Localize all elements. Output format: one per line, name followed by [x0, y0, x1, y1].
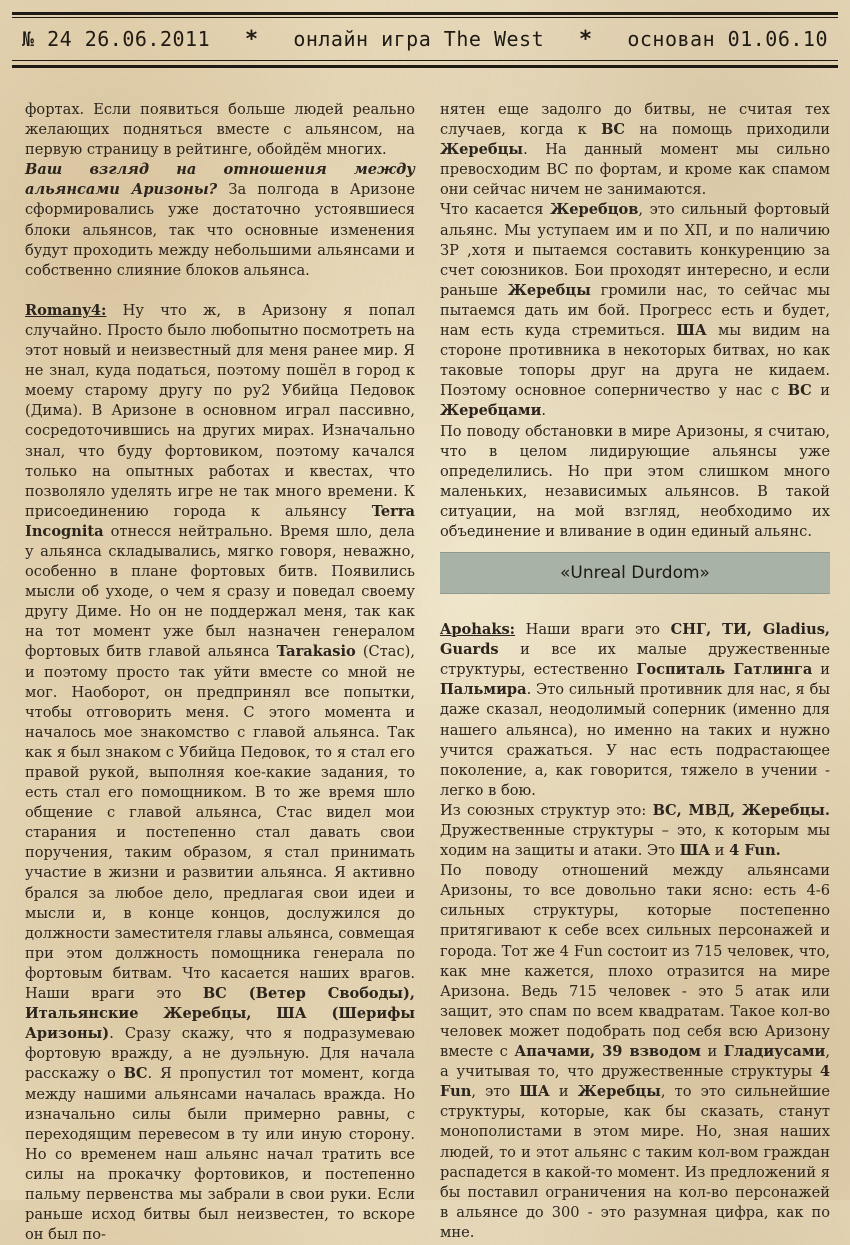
- alliance-name: ША: [676, 322, 707, 340]
- text: По поводу обстановки в мире Аризоны, я считаю, что в целом лидирующие альянсы уже определились. Но при этом слишком много маленьких, независимых альянсов. В такой ситуации, на мой взгляд, необходимо их объединение и вливание в один единый альянс.: [440, 422, 830, 540]
- enemy-alliances: ВС (Ветер Свободы), Итальянские Жеребцы, ША (Шерифы Аризоны): [25, 985, 415, 1043]
- alliance-name: Жеребцов: [550, 201, 639, 219]
- text: фортах. Если появиться больше людей реально желающих подняться вместе с альянсом, на первую страницу в рейтинге, обойдём многих.: [25, 101, 415, 159]
- text: По поводу отношений между альянсами Аризоны, то все довольно таки ясно: есть 4-6 сильных структуры, которые постепенно притягивают к себе всех сильных персонажей и города. Тот же 4 Fun состоит из 715 человек, что, как мне кажется, плохо отразится на мире Аризона. Ведь 715 человек - это 5 атак или защит, это спам по всем квадратам. Такое кол-во человек может подобрать под себя всю Аризону вместе с: [440, 862, 830, 1061]
- paragraph: [440, 100, 830, 200]
- alliance-name: Госпиталь Гатлинга: [636, 661, 813, 679]
- right-column: [440, 100, 830, 1245]
- alliance-name: Гладиусами: [723, 1043, 826, 1061]
- alliance-name: ВС: [601, 121, 626, 139]
- alliance-name: Жеребцы: [440, 141, 524, 159]
- masthead: [12, 12, 838, 68]
- text: громили нас, то сейчас мы пытаемся дать им бой. Прогресс есть и будет, нам есть куда стремиться.: [440, 281, 831, 340]
- text: и: [549, 1083, 578, 1101]
- alliance-name: Жеребцы: [577, 1083, 661, 1101]
- text: Что касается: [440, 201, 551, 219]
- left-column: [25, 100, 415, 1245]
- paragraph: [440, 801, 830, 861]
- text: и: [700, 1043, 724, 1061]
- spacer: [440, 594, 830, 620]
- newspaper-title: онлайн игра The West: [293, 27, 545, 51]
- spacer: [25, 281, 415, 301]
- text: .: [541, 402, 547, 420]
- text: , то это сильнейшие структуры, которые, как бы сказать, станут монополистами в этом мире. Но, зная наших людей, то и этот альянс с таким кол-вом граждан распадется в какой-то момент. Из предложений я бы поставил ограничения на кол-во персонажей в альянсе до 300 - это разумная цифра, как по мне.: [440, 1083, 830, 1241]
- text: (Стас), и поэтому просто так уйти вместе со мной не мог. Наоборот, он предпринял все попытки, чтобы отговорить меня. С этого момента и началось мое знакомство с главой альянса. Так как я был знаком с Убийца Педовок, то я стал его правой рукой, выполняя кое-какие задания, то есть стал его помощником. В то же время шло общение с главой альянса, Стас видел мои старания и постепенно стал давать свои поручения, таким образом, я стал принимать участие в жизни и развитии альянса. Я активно брался за любое дело, предлагая свои идеи и мысли и, в конце концов, дослужился до должности заместителя главы альянса, совмещая при этом должность помощника генерала по фортовым битвам. Что касается наших врагов. Наши враги это: [25, 643, 415, 1003]
- text: и: [811, 382, 830, 400]
- text: и все их малые дружественные структуры, естественно: [440, 641, 830, 679]
- text: Ну что ж, в Аризону я попал случайно. Просто было любопытно посмотреть на этот новый и неизвестный для меня ранее мир. Я не знал, куда податься, поэтому пошёл в город к моему старому другу по ру2 Убийца Педовок (Дима). В Аризоне в основном играл пассивно, сосредоточившись на других мирах. Изначально знал, что буду фортовиком, поэтому качался только на опытных работах и квестах, что позволяло уделять игре не так много времени. К присоединению города к альянсу: [25, 301, 415, 520]
- text: мы видим на стороне противника в некоторых битвах, но как таковые топоры друг на друга не кидаем. Поэтому основное соперничество у нас с: [440, 322, 830, 400]
- masthead-row: [12, 18, 838, 60]
- person-name: Tarakasio: [276, 643, 356, 661]
- alliance-name: Жеребцы: [507, 281, 591, 299]
- paragraph: [440, 861, 830, 1243]
- text: . На данный момент мы сильно превосходим ВС по фортам, и кроме как спамом они сейчас ничем не занимаются.: [440, 141, 830, 199]
- interview-answer: [440, 620, 830, 801]
- text: нятен еще задолго до битвы, не считая тех случаев, когда к: [440, 101, 830, 139]
- text: Наши враги это: [515, 621, 671, 639]
- alliance-name: 4 Fun: [440, 1063, 830, 1101]
- allied-alliances: ВС, МВД, Жеребцы.: [652, 801, 830, 819]
- masthead-bottom-thin-rule: [12, 60, 838, 61]
- text: , это сильный фортовый альянс. Мы уступаем им и по ХП, и по наличию ЗР ,хотя и пытаемся составить конкуренцию за счет союзников. Бои проходят интересно, и если раньше: [440, 201, 830, 299]
- text: . Сразу скажу, что я подразумеваю фортовую вражду, а не дуэльную. Для начала расскажу о: [25, 1025, 415, 1083]
- question-paragraph: [25, 160, 415, 281]
- alliance-name: Апачами, 39 взводом: [514, 1043, 701, 1061]
- paragraph: [25, 100, 415, 160]
- text: и: [812, 661, 830, 679]
- enemy-alliances: СНГ, ТИ, Gladius, Guards: [440, 621, 830, 659]
- alliance-name: ВС: [787, 382, 812, 400]
- speaker-name: Romany4:: [25, 301, 107, 319]
- interview-answer: [25, 301, 415, 1245]
- alliance-name: Пальмира: [440, 681, 527, 699]
- alliance-name: 4 Fun.: [729, 842, 781, 860]
- text: на помощь приходили: [625, 121, 831, 139]
- text: Дружественные структуры – это, к которым мы ходим на защиты и атаки. Это: [440, 822, 830, 860]
- text: Из союзных структур это:: [440, 801, 653, 819]
- star-separator: *: [244, 26, 259, 52]
- alliance-name: Terra Incognita: [25, 502, 415, 540]
- issue-number-date: № 24 26.06.2011: [22, 27, 211, 51]
- text: отнесся нейтрально. Время шло, дела у альянса складывались, мягко говоря, неважно, особенно в плане фортовых битв. Появились мысли об уходе, о чем я сразу и поведал своему другу Диме. Но он не поддержал меня, так как на тот момент уже был назначен генералом фортовых битв главой альянса: [25, 522, 415, 661]
- founded-date: основан 01.06.10: [627, 27, 828, 51]
- masthead-top-rule: [12, 12, 838, 15]
- paragraph: [440, 422, 830, 543]
- text: . Я пропустил тот момент, когда между нашими альянсами началась вражда. Но изначально силы были примерно равны, с переходящим перевесом в ту или иную сторону. Но со временем наш альянс начал тратить все силы на прокачку фортовиков, и постепенно пальму первенства мы забрали в свои руки. Если раньше исход битвы был неизвестен, то вскоре он был по-: [25, 1065, 415, 1244]
- alliance-name: Жеребцами: [440, 402, 542, 420]
- text: , это: [471, 1083, 520, 1101]
- alliance-name: ВС: [123, 1065, 148, 1083]
- paragraph: [440, 200, 830, 421]
- article-columns: [25, 100, 830, 1245]
- star-separator: *: [578, 26, 593, 52]
- text: и: [710, 842, 730, 860]
- masthead-bottom-rule: [12, 65, 838, 68]
- banner-title: «Unreal Durdom»: [560, 563, 710, 584]
- text: , а учитывая то, что дружественные структуры: [440, 1043, 830, 1081]
- interview-question: Ваш взгляд на отношения между альянсами Аризоны?: [25, 161, 415, 199]
- speaker-name: Apohaks:: [440, 621, 516, 639]
- section-banner: [440, 552, 830, 594]
- alliance-name: ША: [679, 842, 711, 860]
- answer-text: За полгода в Аризоне сформировались уже достаточно устоявшиеся блоки альянсов, так что основные изменения будут проходить между небольшими альянсами и собственно слияние блоков альянса.: [25, 181, 415, 279]
- alliance-name: ША: [519, 1083, 550, 1101]
- text: . Это сильный противник для нас, я бы даже сказал, неодолимый соперник (именно для нашего альянса), но именно на таких и нужно учится сражаться. У нас есть подрастающее поколение, а, как говорится, тяжело в учении - легко в бою.: [440, 681, 830, 799]
